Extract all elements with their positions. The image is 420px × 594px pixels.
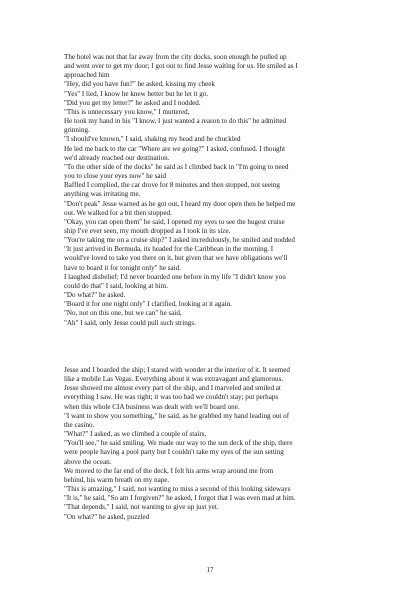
text-line: "Okay, you can open them" he said, I opened my eyes to see the hugest cruise xyxy=(64,217,285,226)
text-line: have to board it for tonight only" he said. xyxy=(64,263,181,272)
text-line: "What?" I asked, as we climbed a couple of stairs, xyxy=(64,430,207,439)
text-line: approached him xyxy=(64,71,110,80)
text-line: "You're taking me on a cruise ship?" I asked incredulously, he smiled and nodded xyxy=(64,236,295,245)
text-line: "On what?" he asked, puzzled xyxy=(64,512,150,521)
text-line: "Don't peak" Jesse warned as he got out, I heard my door open then he helped me xyxy=(64,199,296,208)
text-line: Baffled I complied, the car drove for 8 minutes and then stopped, not seeing xyxy=(64,181,280,190)
text-line: I laughed disbelief; I'd never boarded one before in my life "I didn't know you xyxy=(64,272,286,281)
text-line: Jesse and I boarded the ship; I stared with wonder at the interior of it. It seemed xyxy=(64,366,290,374)
page-number: 17 xyxy=(206,566,214,574)
text-section-2 xyxy=(64,366,364,522)
text-line: the casino. xyxy=(64,420,95,429)
text-line: when this whole CIA business was dealt with we'll board one. xyxy=(64,402,240,411)
text-line: "I want to show you something," he said, as he grabbed my hand leading out of xyxy=(64,411,290,420)
text-line: and went over to get my door; I got out to find Jesse waiting for us. He smiled as I xyxy=(64,62,298,71)
text-line: were people having a pool party but I couldn't take my eyes of the sun setting xyxy=(64,448,284,457)
text-line: "This is unnecessary you know," I muttered, xyxy=(64,107,190,116)
text-line: Jesse showed me almost every part of the ship, and I marveled and smiled at xyxy=(64,384,281,393)
text-line: ship I've ever seen, my mouth dropped as I took in its size. xyxy=(64,226,231,235)
text-line: "This is amazing," I said, not wanting to miss a second of this looking sideways xyxy=(64,485,291,494)
text-line: "Ah" I said, only Jesse could pull such strings. xyxy=(64,318,196,327)
text-line: you to close your eyes now" he said xyxy=(64,172,166,181)
text-line: The hotel was not that far away from the city docks, soon enough he pulled up xyxy=(64,53,287,61)
text-line: would've loved to take you there on it, but given that we have obligations we'll xyxy=(64,254,288,263)
text-line: "You'll see," he said smiling. We made our way to the sun deck of the ship, there xyxy=(64,439,293,448)
text-line: We moved to the far end of the deck, I felt his arms wrap around me from xyxy=(64,466,274,475)
text-line: like a mobile Las Vegas. Everything about it was extravagant and glamorous. xyxy=(64,375,284,384)
text-line: "It just arrived in Bermuda, its headed for the Caribbean in the morning. I xyxy=(64,245,274,254)
text-section-1 xyxy=(64,53,364,328)
text-line: "It is," he said, "So am I forgiven?" he asked, I forgot that I was even mad at him. xyxy=(64,494,296,503)
text-line: "No, not on this one, but we can" he said, xyxy=(64,309,182,318)
text-line: "Hey, did you have fun?" he asked, kissing my cheek xyxy=(64,80,215,89)
text-line: "That depends," I said, not wanting to give up just yet. xyxy=(64,503,219,512)
text-line: "Board it for one night only" I clarified, looking at it again. xyxy=(64,300,232,309)
text-line: behind, his warm breath on my nape. xyxy=(64,475,170,484)
text-line: above the ocean. xyxy=(64,457,112,466)
text-line: "Did you get my letter?" he asked and I nodded. xyxy=(64,98,201,107)
text-line: could do that" I said, looking at him. xyxy=(64,281,168,290)
text-line: "I should've known," I said, shaking my head and he chuckled xyxy=(64,135,241,144)
text-line: "To the other side of the docks" he said as I climbed back in "I'm going to need xyxy=(64,162,289,171)
text-line: everything I saw. He was right; it was too bad we couldn't stay; put perhaps xyxy=(64,393,279,402)
text-line: "Yes" I lied, I know he knew better but he let it go. xyxy=(64,89,209,98)
text-line: He took my hand in his "I know, I just wanted a reason to do this" he admitted xyxy=(64,117,287,126)
text-line: "Do what?" he asked. xyxy=(64,291,126,300)
text-line: we'd already reached our destination. xyxy=(64,153,170,162)
text-line: He led me back to the car "Where are we going?" I asked, confused. I thought xyxy=(64,144,286,153)
text-line: anything was irritating me. xyxy=(64,190,141,199)
text-line: out. We walked for a bit then stopped. xyxy=(64,208,172,217)
text-line: grinning. xyxy=(64,126,90,135)
